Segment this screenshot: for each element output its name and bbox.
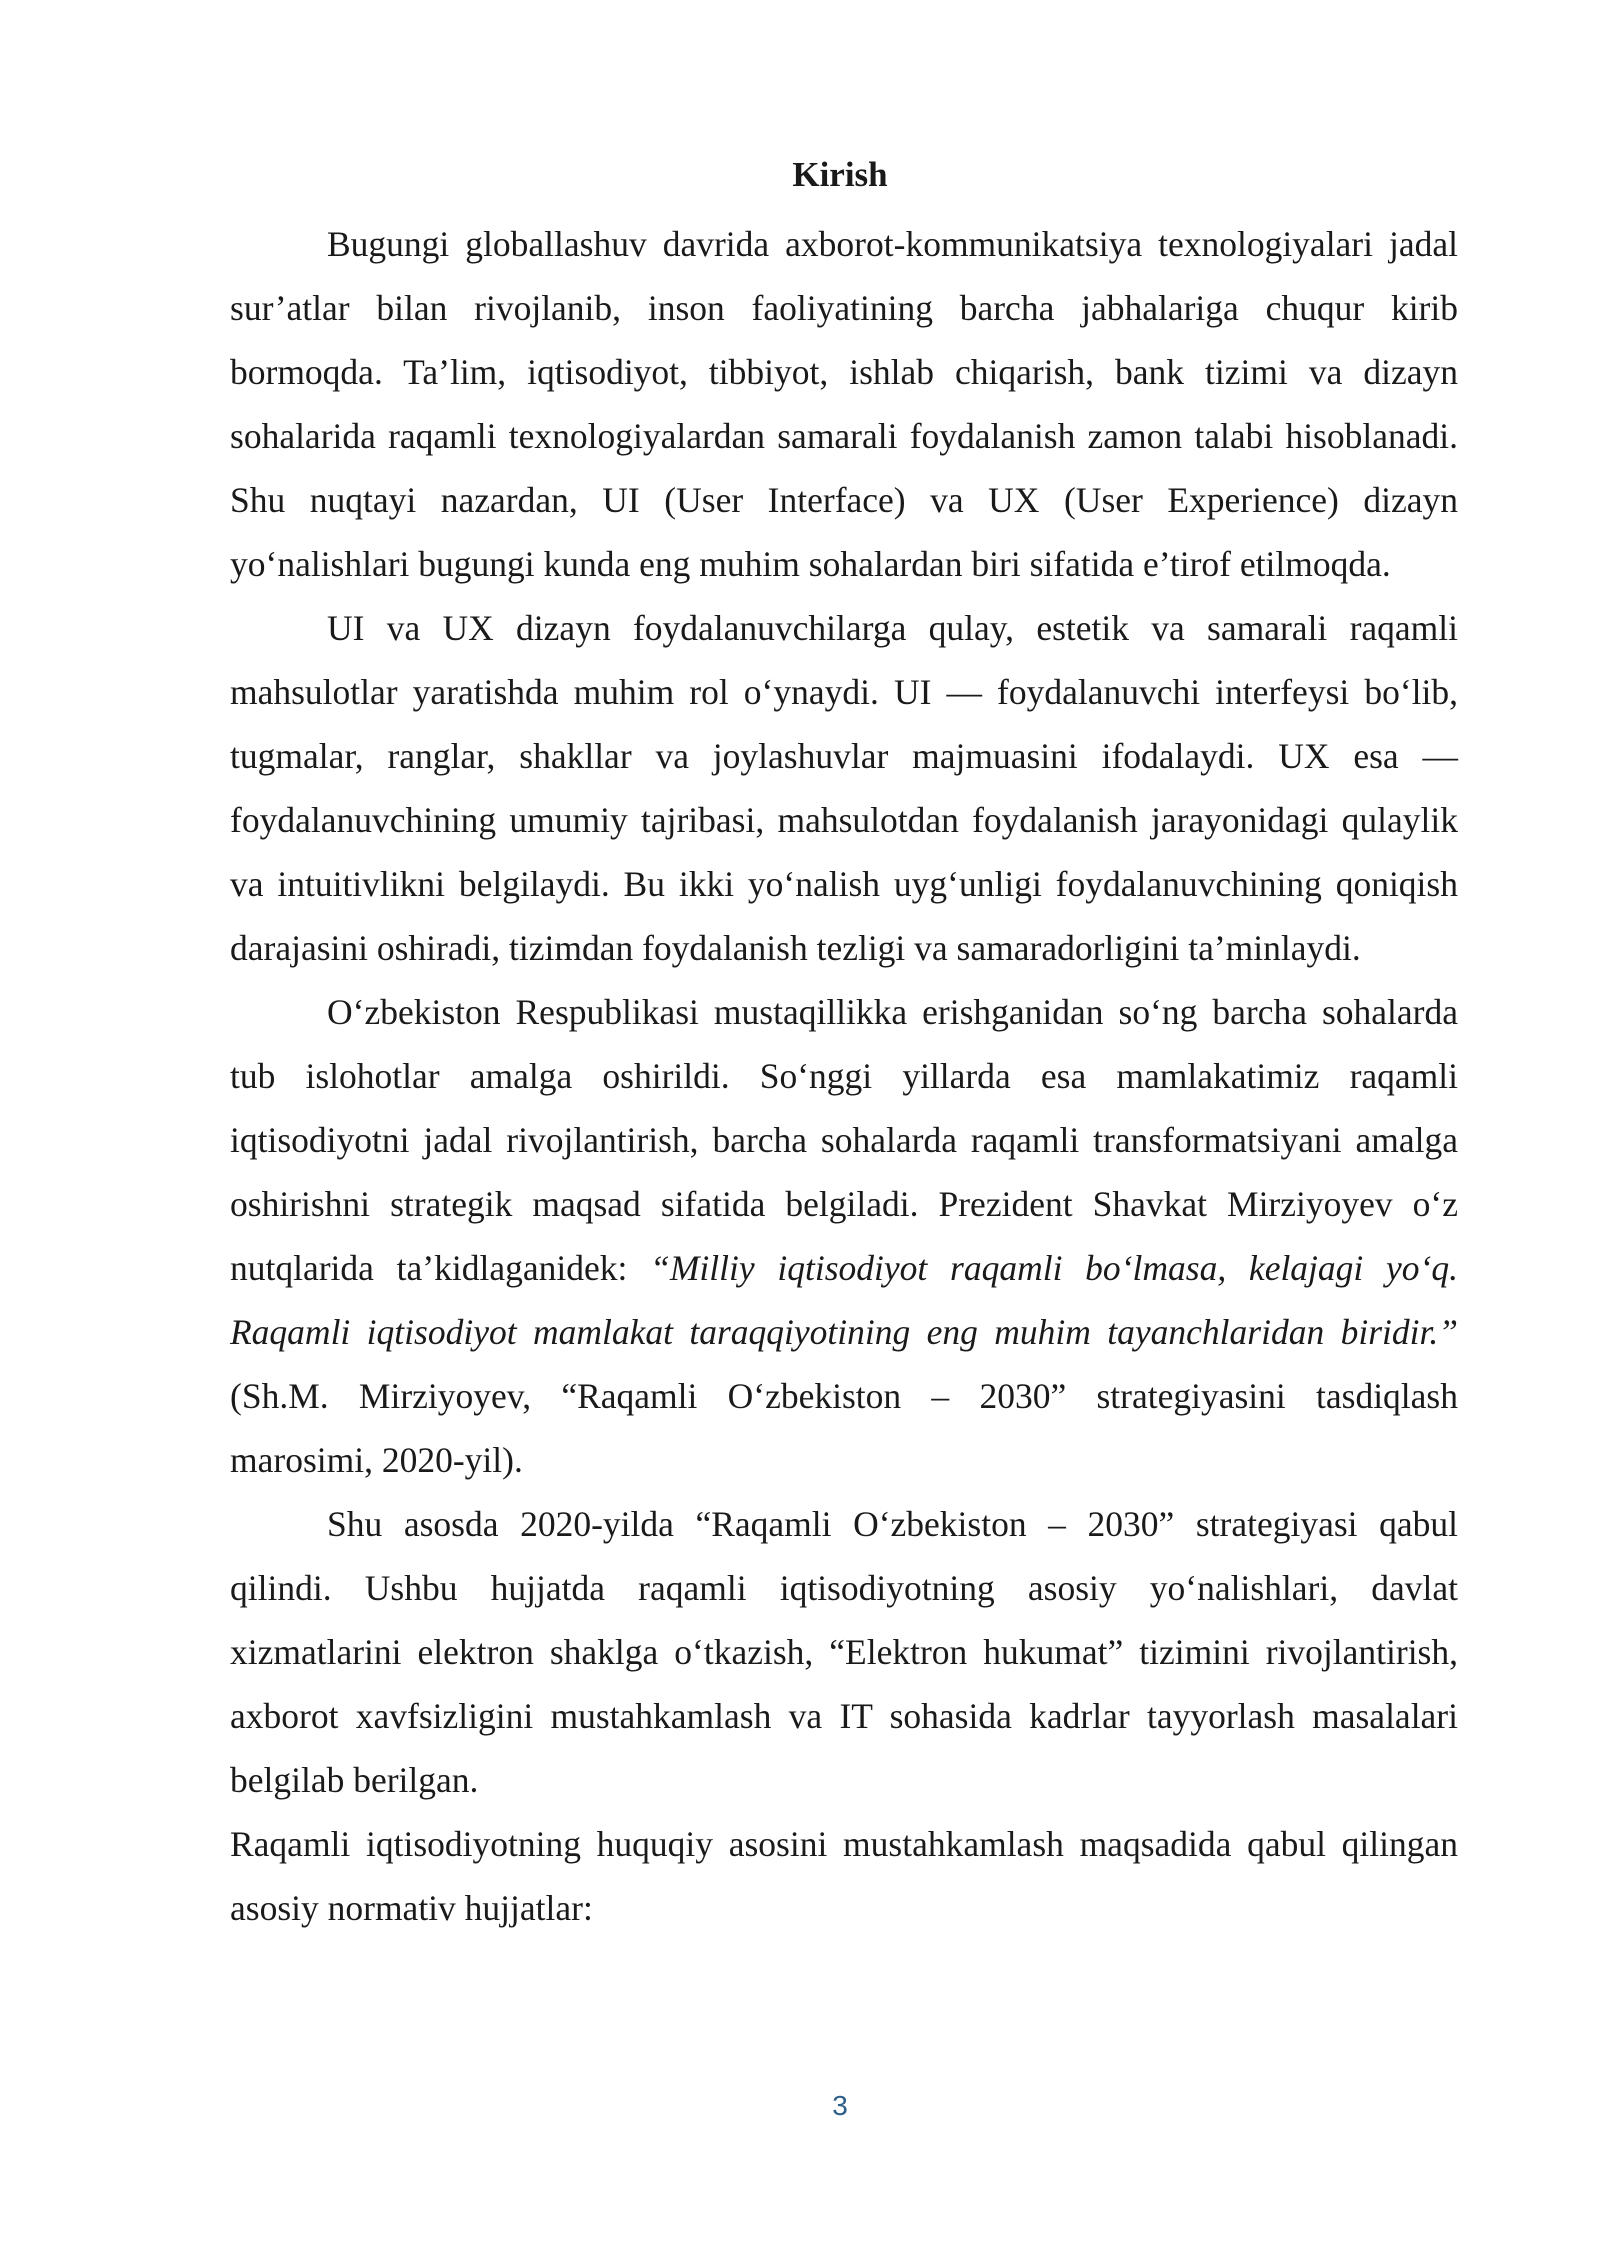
page-number: 3 — [832, 2090, 848, 2121]
quote-source: (Sh.M. Mirziyoyev, “Raqamli O‘zbekiston – 2030” strategiyasini tasdiqlash marosimi, 2020-yil). — [230, 1376, 1458, 1480]
paragraph-reforms — [230, 980, 1458, 1492]
paragraph-globalization: Bugungi globallashuv davrida axborot-kommunikatsiya texnologiyalari jadal sur’atlar bilan rivojlanib, inson faoliyatining barcha jabhalariga chuqur kirib bormoqda. Ta’lim, iqtisodiyot, tibbiyot, ishlab chiqarish, bank tizimi va dizayn sohalarida raqamli texnologiyalardan samarali foydalanish zamon talabi hisoblanadi. Shu nuqtayi nazardan, UI (User Interface) va UX (User Experience) dizayn yo‘nalishlari bugungi kunda eng muhim sohalardan biri sifatida e’tirof etilmoqda. — [230, 224, 1458, 584]
paragraph-reforms-text: O‘zbekiston Respublikasi mustaqillikka erishganidan so‘ng barcha sohalarda tub islohotlar amalga oshirildi. So‘nggi yillarda esa mamlakatimiz raqamli iqtisodiyotni jadal rivojlantirish, barcha sohalarda raqamli transformatsiyani amalga oshirishni strategik maqsad sifatida belgiladi. Prezident Shavkat Mirziyoyev o‘z nutqlarida ta’kidlaganidek: — [230, 992, 1458, 1288]
section-title: Kirish — [792, 155, 888, 194]
document-body — [230, 212, 1458, 1940]
paragraph-strategy: Shu asosda 2020-yilda “Raqamli O‘zbekiston – 2030” strategiyasi qabul qilindi. Ushbu hujjatda raqamli iqtisodiyotning asosiy yo‘nalishlari, davlat xizmatlarini elektron shaklga o‘tkazish, “Elektron hukumat” tizimini rivojlantirish, axborot xavfsizligini mustahkamlash va IT sohasida kadrlar tayyorlash masalalari belgilab berilgan. — [230, 1504, 1458, 1800]
paragraph-ui-ux: UI va UX dizayn foydalanuvchilarga qulay, estetik va samarali raqamli mahsulotlar yaratishda muhim rol o‘ynaydi. UI — foydalanuvchi interfeysi bo‘lib, tugmalar, ranglar, shakllar va joylashuvlar majmuasini ifodalaydi. UX esa — foydalanuvchining umumiy tajribasi, mahsulotdan foydalanish jarayonidagi qulaylik va intuitivlikni belgilaydi. Bu ikki yo‘nalish uyg‘unligi foydalanuvchining qoniqish darajasini oshiradi, tizimdan foydalanish tezligi va samaradorligini ta’minlaydi. — [230, 608, 1458, 968]
paragraph-normative-docs: Raqamli iqtisodiyotning huquqiy asosini mustahkamlash maqsadida qabul qilingan asosiy normativ hujjatlar: — [230, 1824, 1458, 1928]
president-quote: “Milliy iqtisodiyot raqamli bo‘lmasa, kelajagi yo‘q. Raqamli iqtisodiyot mamlakat taraqqiyotining eng muhim tayanchlaridan biridir.” — [230, 1248, 1458, 1352]
